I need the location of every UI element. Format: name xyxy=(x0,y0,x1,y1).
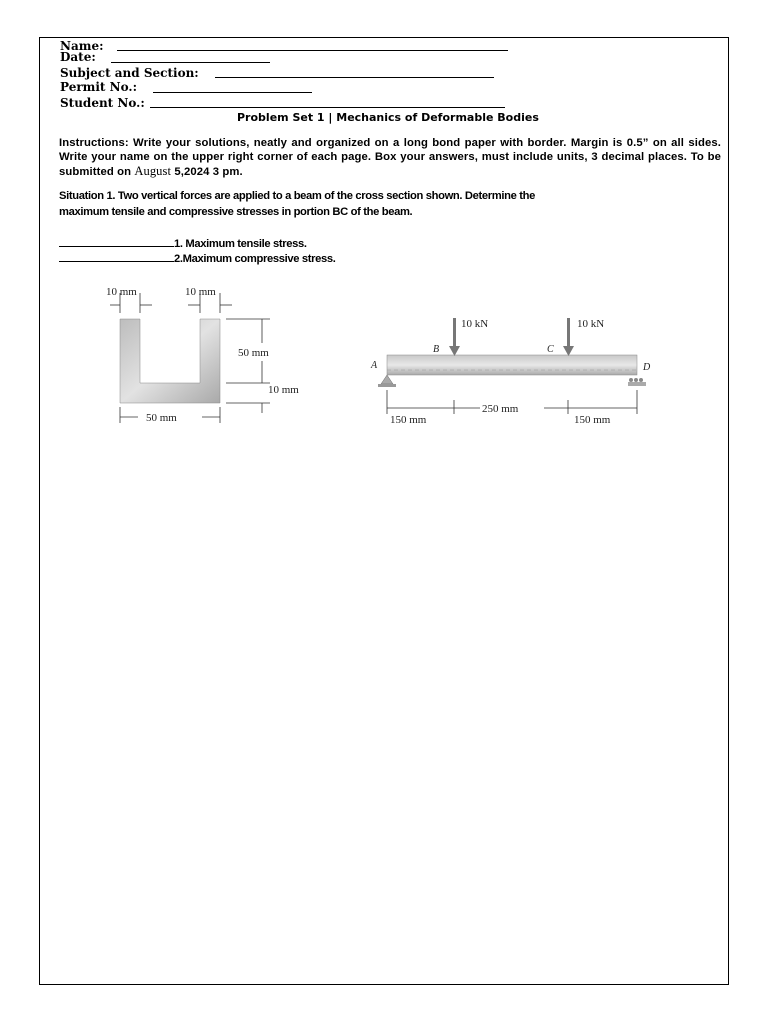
situation-line-1: Situation 1. Two vertical forces are applied to a beam of the cross section shown. Determine the xyxy=(59,190,535,202)
force-b-label: 10 kN xyxy=(461,318,489,330)
student-label: Student No.: xyxy=(60,96,145,110)
answer-blank-1[interactable] xyxy=(59,236,174,247)
span-bc-label: 250 mm xyxy=(482,403,519,415)
question-1-label: 1. Maximum tensile stress. xyxy=(174,238,307,250)
question-2 xyxy=(59,251,335,265)
instructions-text: Instructions: Write your solutions, neatly and organized on a long bond paper with border. Margin is 0.5” on all sides. Write your name on the upper right corner of each page. Box your answers, must include units, 3 decimal places. To be submitted on xyxy=(59,137,721,178)
dim-width: 50 mm xyxy=(146,412,177,424)
name-field[interactable] xyxy=(117,50,508,51)
dim-height: 50 mm xyxy=(238,347,269,359)
point-b-label: B xyxy=(433,344,440,355)
span-cd-label: 150 mm xyxy=(574,414,611,426)
situation-line-2: maximum tensile and compressive stresses in portion BC of the beam. xyxy=(59,206,413,218)
subject-label: Subject and Section: xyxy=(60,66,199,80)
point-d-label: D xyxy=(643,362,651,373)
pin-support-a xyxy=(381,375,393,384)
student-field[interactable] xyxy=(150,107,505,108)
beam-body xyxy=(387,355,637,375)
subject-field[interactable] xyxy=(215,77,494,78)
instructions-date-rest: 5,2024 3 pm. xyxy=(171,166,243,178)
instructions-date-month: August xyxy=(134,164,172,178)
force-arrow-b xyxy=(449,346,460,356)
dim-right-flange: 10 mm xyxy=(185,286,216,298)
page-title: Problem Set 1 | Mechanics of Deformable Bodies xyxy=(237,111,539,124)
span-ab-label: 150 mm xyxy=(390,414,427,426)
permit-label: Permit No.: xyxy=(60,80,138,94)
question-1 xyxy=(59,236,307,250)
cross-section-figure xyxy=(90,283,340,428)
u-channel-shape xyxy=(120,319,220,403)
dim-bottom: 10 mm xyxy=(268,384,299,396)
point-a-label: A xyxy=(371,360,378,371)
date-label: Date: xyxy=(60,50,96,64)
answer-blank-2[interactable] xyxy=(59,251,174,262)
question-2-label: 2.Maximum compressive stress. xyxy=(174,253,336,265)
name-label: Name: xyxy=(60,39,104,53)
date-field[interactable] xyxy=(111,62,270,63)
permit-field[interactable] xyxy=(153,92,312,93)
situation-text xyxy=(59,188,659,220)
force-c-label: 10 kN xyxy=(577,318,605,330)
beam-figure xyxy=(360,310,660,430)
point-c-label: C xyxy=(547,344,554,355)
force-arrow-c xyxy=(563,346,574,356)
page-border xyxy=(39,37,729,985)
instructions xyxy=(59,136,721,179)
dim-left-flange: 10 mm xyxy=(106,286,137,298)
roller-support-d xyxy=(629,378,633,382)
